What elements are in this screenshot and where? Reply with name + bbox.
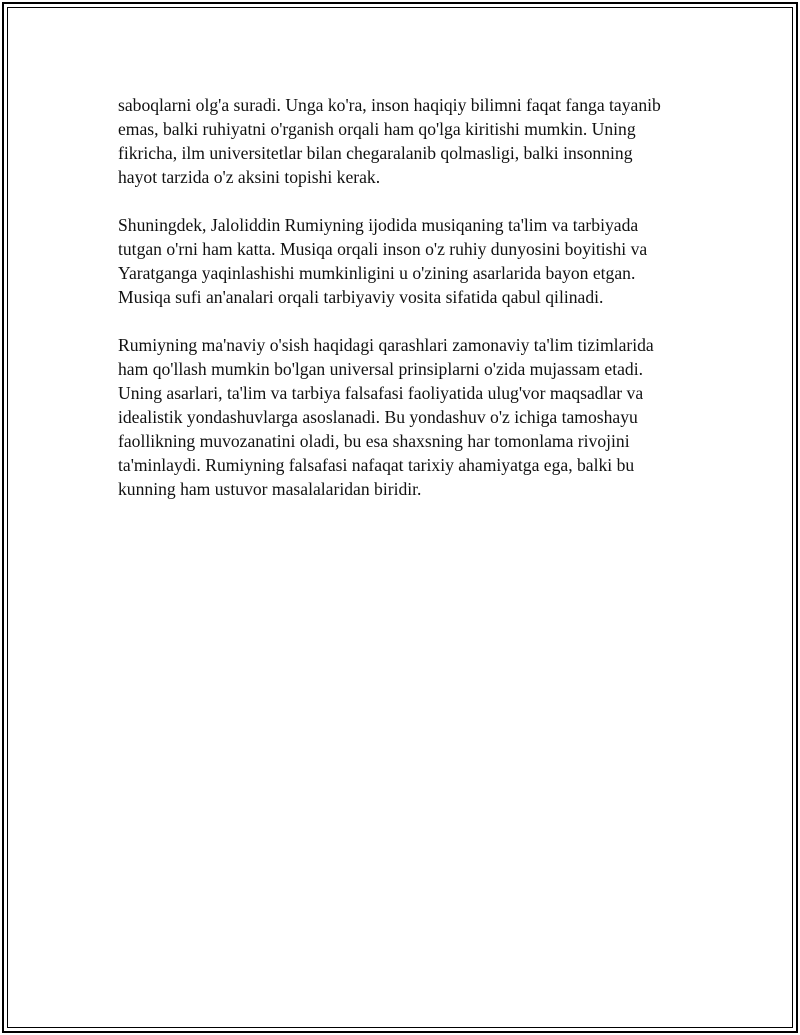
paragraph-1: saboqlarni olg'a suradi. Unga ko'ra, inson haqiqiy bilimni faqat fanga tayanib emas, balki ruhiyatni o'rganish orqali ham qo'lga kiritishi mumkin. Uning fikricha, ilm universitetlar bilan chegaralanib qolmasligi, balki insonning hayot tarzida o'z aksini topishi kerak. xyxy=(118,95,661,187)
paragraph-2: Shuningdek, Jaloliddin Rumiyning ijodida musiqaning ta'lim va tarbiyada tutgan o'rni ham katta. Musiqa orqali inson o'z ruhiy dunyosini boyitishi va Yaratganga yaqinlashishi mumkinligini u o'zining asarlarida bayon etgan. Musiqa sufi an'analari orqali tarbiyaviy vosita sifatida qabul qilinadi. xyxy=(118,215,648,307)
paragraph-3: Rumiyning ma'naviy o'sish haqidagi qarashlari zamonaviy ta'lim tizimlarida ham qo'llash mumkin bo'lgan universal prinsiplarni o'zida mujassam etadi. Uning asarlari, ta'lim va tarbiya falsafasi faoliyatida ulug'vor maqsadlar va idealistik yondashuvlarga asoslanadi. Bu yondashuv o'z ichiga tamoshayu faollikning muvozanatini oladi, bu esa shaxsning har tomonlama rivojini ta'minlaydi. Rumiyning falsafasi nafaqat tarixiy ahamiyatga ega, balki bu kunning ham ustuvor masalalaridan biridir. xyxy=(118,335,654,499)
document-body xyxy=(118,93,698,525)
